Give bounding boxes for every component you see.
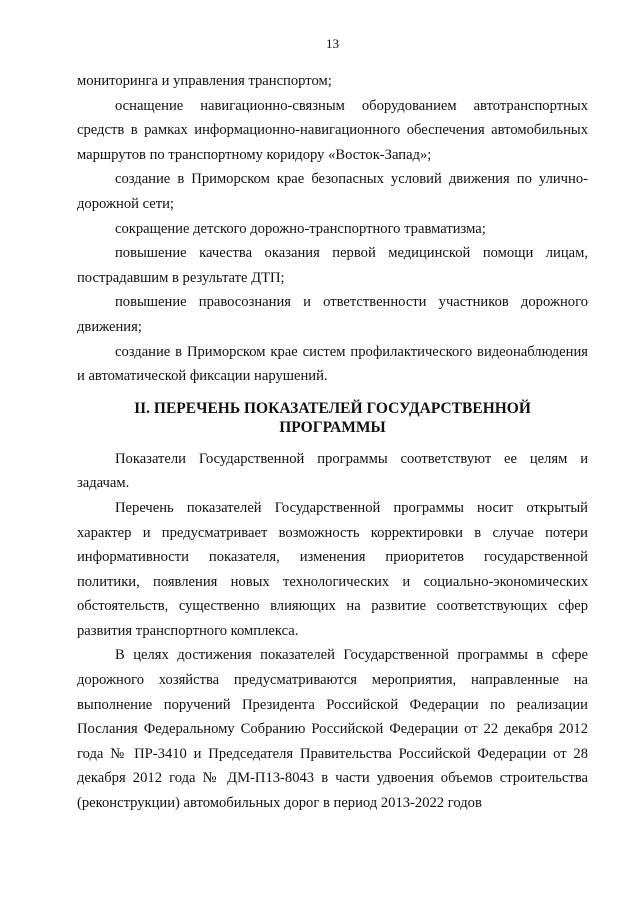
- paragraph: Показатели Государственной программы соответствуют ее целям и задачам.: [77, 450, 588, 492]
- paragraph: создание в Приморском крае систем профилактического видеонаблюдения и автоматической фиксации нарушений.: [77, 343, 588, 385]
- paragraph: создание в Приморском крае безопасных условий движения по улично-дорожной сети;: [77, 171, 588, 212]
- paragraph: В целях достижения показателей Государственной программы в сфере дорожного хозяйства предусматриваются мероприятия, направленные на выполнение поручений Президента Российской Федерации по реализации Послания Федеральному Собранию Российской Федерации от 22 декабря 2012 года № ПР-3410 и Председателя Правительства Российской Федерации от 28 декабря 2012 года № ДМ-П13-8043 в части удвоения объемов строительства (реконструкции) автомобильных дорог в период 2013-2022 годов: [77, 647, 588, 812]
- paragraph: повышение качества оказания первой медицинской помощи лицам, пострадавшим в результате ДТП;: [77, 245, 588, 286]
- paragraphs-before-heading: [77, 69, 588, 389]
- page-number: 13: [326, 36, 339, 51]
- paragraph: мониторинга и управления транспортом;: [77, 73, 332, 89]
- section-heading: II. ПЕРЕЧЕНЬ ПОКАЗАТЕЛЕЙ ГОСУДАРСТВЕННОЙ ПРОГРАММЫ: [134, 399, 531, 436]
- paragraph: оснащение навигационно-связным оборудованием автотранспортных средств в рамках информационно-навигационного обеспечения автомобильных маршрутов по транспортному коридору «Восток-Запад»;: [77, 97, 588, 163]
- paragraph: повышение правосознания и ответственности участников дорожного движения;: [77, 294, 588, 335]
- paragraph: Перечень показателей Государственной программы носит открытый характер и предусматривает возможность корректировки в случае потери информативности показателя, изменения приоритетов государственной политики, появления новых технологических и социально-экономических обстоятельств, существенно влияющих на развитие соответствующих сфер развития транспортного комплекса.: [77, 499, 588, 639]
- paragraphs-after-heading: [77, 447, 588, 816]
- paragraph: сокращение детского дорожно-транспортного травматизма;: [115, 220, 486, 237]
- document-page: [77, 36, 588, 816]
